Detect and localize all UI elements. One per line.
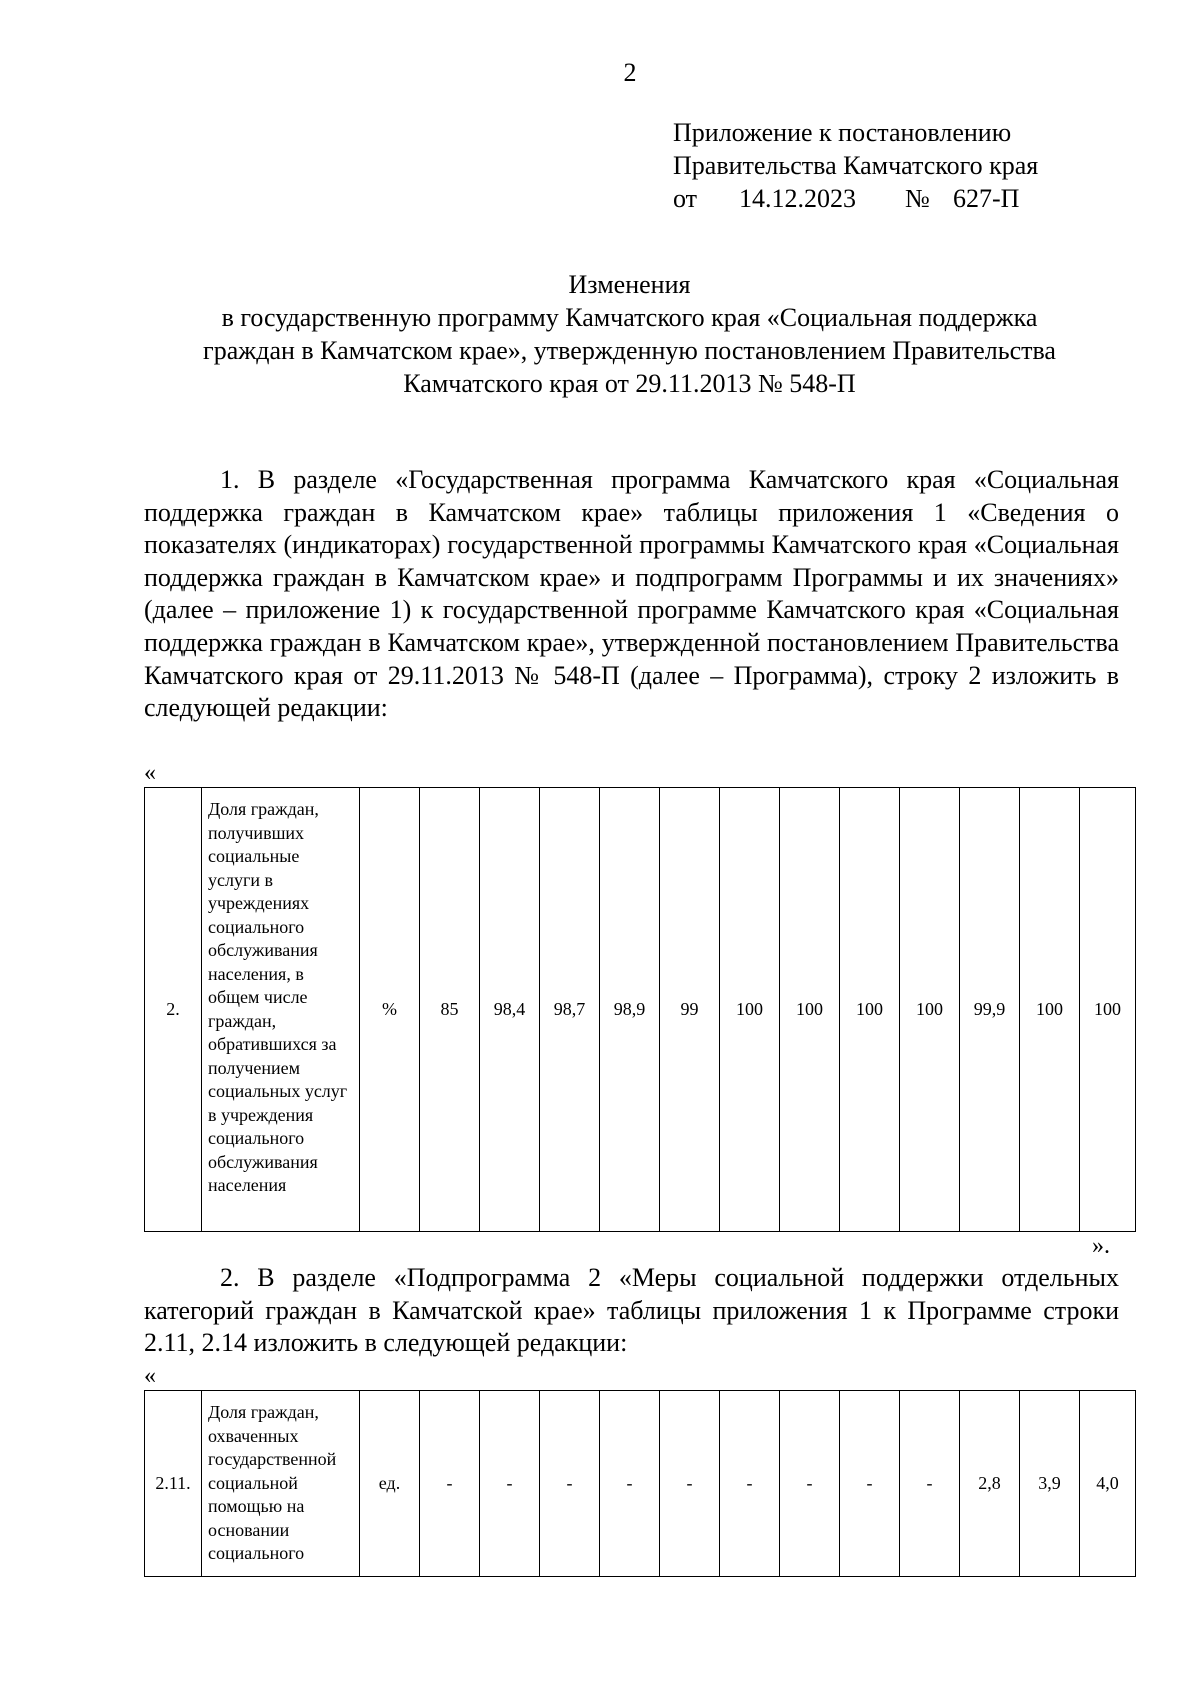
quote-open-1: « (144, 760, 156, 786)
value-cell: 100 (900, 788, 960, 1232)
value-cell: 98,9 (600, 788, 660, 1232)
paragraph-1: 1. В разделе «Государственная программа Камчатского края «Социальная поддержка граждан в Камчатском крае» таблицы приложения 1 «Сведения о показателях (индикаторах) государственной программы Камчатского края «Социальная поддержка граждан в Камчатском крае» и подпрограмм Программы и их значениях» (далее – приложение 1) к государственной программе Камчатского края «Социальная поддержка граждан в Камчатском крае», утвержденной постановлением Правительства Камчатского края от 29.11.2013 № 548-П (далее – Программа), строку 2 изложить в следующей редакции: (144, 465, 1119, 723)
unit-cell: % (360, 788, 420, 1232)
title-line-2: в государственную программу Камчатского края «Социальная поддержка (221, 303, 1038, 332)
row-number: 2.11. (145, 1391, 202, 1577)
table-row (145, 1391, 1136, 1577)
indicator-table-1 (144, 787, 1136, 1232)
value-cell: - (780, 1391, 840, 1577)
value-cell: 4,0 (1080, 1391, 1136, 1577)
value-cell: 98,4 (480, 788, 540, 1232)
appendix-date: 14.12.2023 (739, 184, 856, 213)
value-cell: - (420, 1391, 480, 1577)
appendix-line-2: Правительства Камчатского края (673, 151, 1039, 180)
row-number: 2. (145, 788, 202, 1232)
title-line-3: граждан в Камчатском крае», утвержденную постановлением Правительства (203, 336, 1056, 365)
value-cell: - (540, 1391, 600, 1577)
quote-open-2: « (144, 1363, 156, 1389)
unit-cell: ед. (360, 1391, 420, 1577)
appendix-from-label: от (673, 184, 698, 213)
value-cell: - (900, 1391, 960, 1577)
appendix-line-3 (673, 182, 1038, 215)
value-cell: 3,9 (1020, 1391, 1080, 1577)
page-number: 2 (623, 58, 637, 87)
appendix-header (673, 116, 1038, 215)
title-line-4: Камчатского края от 29.11.2013 № 548-П (403, 369, 856, 398)
appendix-number-sign: № (905, 184, 930, 213)
quote-close-1: ». (1092, 1233, 1110, 1259)
value-cell: 2,8 (960, 1391, 1020, 1577)
indicator-table-2 (144, 1390, 1136, 1577)
title-line-1: Изменения (568, 270, 691, 299)
value-cell: 100 (840, 788, 900, 1232)
indicator-name: Доля граждан, получивших социальные услуги в учреждениях социального обслуживания населения, в общем числе граждан, обратившихся за получением социальных услуг в учреждения социального обслуживания населения (202, 788, 360, 1232)
appendix-number: 627-П (953, 184, 1020, 213)
value-cell: 100 (1080, 788, 1136, 1232)
value-cell: 98,7 (540, 788, 600, 1232)
paragraph-2: 2. В разделе «Подпрограмма 2 «Меры социальной поддержки отдельных категорий граждан в Камчатской крае» таблицы приложения 1 к Программе строки 2.11, 2.14 изложить в следующей редакции: (144, 1263, 1119, 1358)
indicator-name: Доля граждан, охваченных государственной социальной помощью на основании социального (202, 1391, 360, 1577)
value-cell: 100 (720, 788, 780, 1232)
value-cell: - (480, 1391, 540, 1577)
value-cell: 99 (660, 788, 720, 1232)
table-row (145, 788, 1136, 1232)
value-cell: - (600, 1391, 660, 1577)
value-cell: 85 (420, 788, 480, 1232)
value-cell: 100 (1020, 788, 1080, 1232)
value-cell: - (840, 1391, 900, 1577)
value-cell: - (660, 1391, 720, 1577)
document-title (142, 268, 1117, 400)
value-cell: 99,9 (960, 788, 1020, 1232)
appendix-line-1: Приложение к постановлению (673, 118, 1012, 147)
value-cell: - (720, 1391, 780, 1577)
value-cell: 100 (780, 788, 840, 1232)
